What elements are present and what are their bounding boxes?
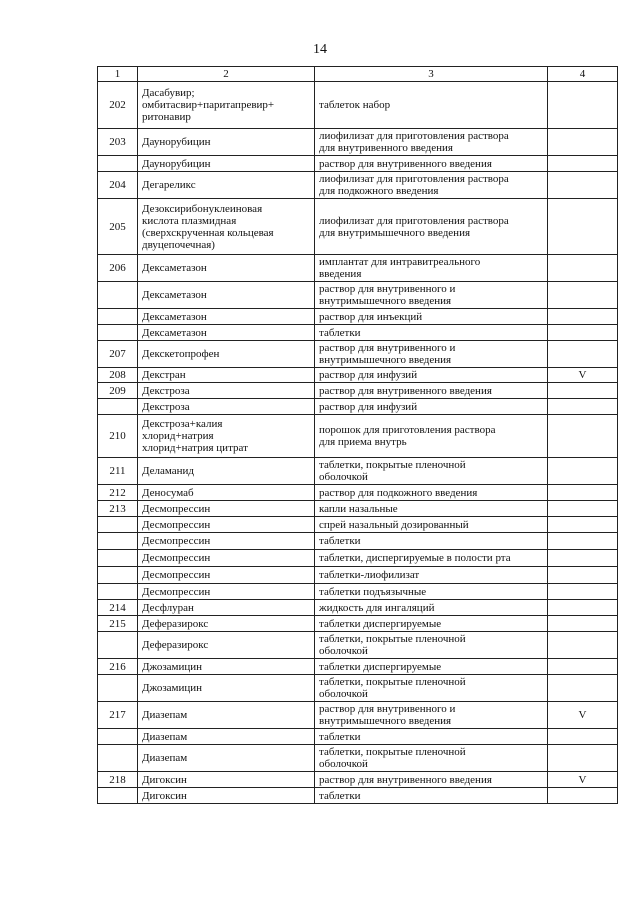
row-number-cell [98,550,138,567]
drug-name-cell: Дигоксин [138,788,315,804]
row-number-cell: 207 [98,341,138,368]
drug-name-cell: Дексаметазон [138,255,315,282]
table-row [98,533,618,550]
table-row [98,325,618,341]
dosage-form-cell: таблетки, покрытые пленочной оболочкой [315,675,548,702]
mark-cell: V [548,702,618,729]
dosage-form-cell: таблетки подъязычные [315,584,548,600]
drug-name-cell: Даунорубицин [138,129,315,156]
dosage-form-cell: таблетки [315,533,548,550]
table-row [98,458,618,485]
drug-name-cell: Десмопрессин [138,584,315,600]
row-number-cell: 217 [98,702,138,729]
table-row [98,341,618,368]
mark-cell [548,788,618,804]
drug-name-cell: Декскетопрофен [138,341,315,368]
drug-name-cell: Деносумаб [138,485,315,501]
row-number-cell: 202 [98,82,138,129]
dosage-form-cell: таблетки [315,325,548,341]
drug-list-table [97,66,618,804]
mark-cell [548,632,618,659]
table-row [98,501,618,517]
drug-name-cell: Джозамицин [138,659,315,675]
row-number-cell: 214 [98,600,138,616]
table-row [98,729,618,745]
table-row [98,399,618,415]
table-row [98,616,618,632]
drug-name-cell: Дексаметазон [138,282,315,309]
row-number-cell [98,309,138,325]
dosage-form-cell: таблеток набор [315,82,548,129]
drug-name-cell: Десмопрессин [138,501,315,517]
mark-cell [548,172,618,199]
row-number-cell [98,533,138,550]
table-row [98,383,618,399]
page-number: 14 [313,42,327,57]
drug-name-cell: Деферазирокс [138,616,315,632]
dosage-form-cell: жидкость для ингаляций [315,600,548,616]
dosage-form-cell: лиофилизат для приготовления раствора для подкожного введения [315,172,548,199]
dosage-form-cell: раствор для инъекций [315,309,548,325]
row-number-cell [98,584,138,600]
drug-name-cell: Диазепам [138,745,315,772]
drug-name-cell: Десмопрессин [138,550,315,567]
dosage-form-cell: раствор для внутривенного и внутримышечного введения [315,702,548,729]
mark-cell [548,341,618,368]
header-col-1: 1 [98,67,138,82]
drug-name-cell: Десмопрессин [138,567,315,584]
row-number-cell [98,282,138,309]
mark-cell [548,309,618,325]
dosage-form-cell: имплантат для интравитреального введения [315,255,548,282]
row-number-cell [98,632,138,659]
drug-name-cell: Десмопрессин [138,533,315,550]
mark-cell [548,584,618,600]
mark-cell [548,199,618,255]
dosage-form-cell: таблетки-лиофилизат [315,567,548,584]
dosage-form-cell: лиофилизат для приготовления раствора для внутримышечного введения [315,199,548,255]
mark-cell [548,517,618,533]
table-row [98,600,618,616]
drug-name-cell: Декстроза [138,399,315,415]
drug-name-cell: Дигоксин [138,772,315,788]
mark-cell [548,659,618,675]
mark-cell [548,616,618,632]
table-row [98,255,618,282]
mark-cell [548,458,618,485]
mark-cell [548,156,618,172]
table-body [98,82,618,804]
drug-name-cell: Дексаметазон [138,309,315,325]
row-number-cell: 204 [98,172,138,199]
dosage-form-cell: таблетки [315,729,548,745]
dosage-form-cell: таблетки диспергируемые [315,659,548,675]
dosage-form-cell: таблетки, покрытые пленочной оболочкой [315,745,548,772]
dosage-form-cell: таблетки диспергируемые [315,616,548,632]
drug-name-cell: Дегареликс [138,172,315,199]
table-row [98,632,618,659]
table-row [98,156,618,172]
row-number-cell: 206 [98,255,138,282]
table-row [98,745,618,772]
drug-name-cell: Декстроза [138,383,315,399]
table-row [98,788,618,804]
row-number-cell: 215 [98,616,138,632]
mark-cell [548,729,618,745]
dosage-form-cell: раствор для внутривенного введения [315,156,548,172]
mark-cell [548,325,618,341]
drug-name-cell: Деферазирокс [138,632,315,659]
drug-name-cell: Диазепам [138,729,315,745]
table-row [98,675,618,702]
mark-cell [548,383,618,399]
row-number-cell: 218 [98,772,138,788]
mark-cell [548,399,618,415]
table-row [98,82,618,129]
mark-cell [548,675,618,702]
dosage-form-cell: раствор для внутривенного и внутримышечного введения [315,341,548,368]
row-number-cell [98,517,138,533]
table-header-row [98,67,618,82]
dosage-form-cell: раствор для инфузий [315,368,548,383]
mark-cell [548,282,618,309]
table-row [98,567,618,584]
mark-cell [548,567,618,584]
row-number-cell [98,325,138,341]
mark-cell [548,600,618,616]
dosage-form-cell: таблетки, покрытые пленочной оболочкой [315,632,548,659]
table-row [98,199,618,255]
row-number-cell: 211 [98,458,138,485]
drug-name-cell: Деламанид [138,458,315,485]
row-number-cell [98,156,138,172]
row-number-cell: 208 [98,368,138,383]
mark-cell [548,745,618,772]
table-row [98,172,618,199]
mark-cell [548,255,618,282]
dosage-form-cell: капли назальные [315,501,548,517]
dosage-form-cell: таблетки, диспергируемые в полости рта [315,550,548,567]
mark-cell [548,82,618,129]
table-row [98,415,618,458]
mark-cell [548,129,618,156]
row-number-cell [98,745,138,772]
table-row [98,485,618,501]
row-number-cell [98,788,138,804]
dosage-form-cell: раствор для внутривенного введения [315,383,548,399]
dosage-form-cell: спрей назальный дозированный [315,517,548,533]
dosage-form-cell: таблетки [315,788,548,804]
mark-cell [548,415,618,458]
drug-name-cell: Джозамицин [138,675,315,702]
mark-cell [548,501,618,517]
row-number-cell: 216 [98,659,138,675]
drug-name-cell: Дексаметазон [138,325,315,341]
table-row [98,702,618,729]
dosage-form-cell: раствор для внутривенного и внутримышечного введения [315,282,548,309]
drug-name-cell: Десфлуран [138,600,315,616]
row-number-cell [98,399,138,415]
row-number-cell [98,567,138,584]
dosage-form-cell: лиофилизат для приготовления раствора для внутривенного введения [315,129,548,156]
row-number-cell: 212 [98,485,138,501]
dosage-form-cell: раствор для инфузий [315,399,548,415]
row-number-cell: 209 [98,383,138,399]
table-row [98,517,618,533]
row-number-cell: 203 [98,129,138,156]
header-col-2: 2 [138,67,315,82]
mark-cell: V [548,368,618,383]
drug-name-cell: Десмопрессин [138,517,315,533]
table-row [98,309,618,325]
row-number-cell [98,729,138,745]
table-row [98,584,618,600]
drug-name-cell: Декстроза+калия хлорид+натрия хлорид+натрия цитрат [138,415,315,458]
dosage-form-cell: порошок для приготовления раствора для приема внутрь [315,415,548,458]
table-row [98,129,618,156]
mark-cell: V [548,772,618,788]
mark-cell [548,485,618,501]
drug-name-cell: Даунорубицин [138,156,315,172]
table-row [98,368,618,383]
drug-name-cell: Дезоксирибонуклеиновая кислота плазмидная (сверхскрученная кольцевая двуцепочечная) [138,199,315,255]
table-row [98,282,618,309]
row-number-cell [98,675,138,702]
table-row [98,772,618,788]
header-col-4: 4 [548,67,618,82]
drug-name-cell: Декстран [138,368,315,383]
drug-name-cell: Дасабувир; омбитасвир+паритапревир+ ритонавир [138,82,315,129]
table-row [98,659,618,675]
mark-cell [548,533,618,550]
row-number-cell: 205 [98,199,138,255]
dosage-form-cell: таблетки, покрытые пленочной оболочкой [315,458,548,485]
header-col-3: 3 [315,67,548,82]
mark-cell [548,550,618,567]
row-number-cell: 210 [98,415,138,458]
table-row [98,550,618,567]
row-number-cell: 213 [98,501,138,517]
drug-name-cell: Диазепам [138,702,315,729]
dosage-form-cell: раствор для подкожного введения [315,485,548,501]
dosage-form-cell: раствор для внутривенного введения [315,772,548,788]
